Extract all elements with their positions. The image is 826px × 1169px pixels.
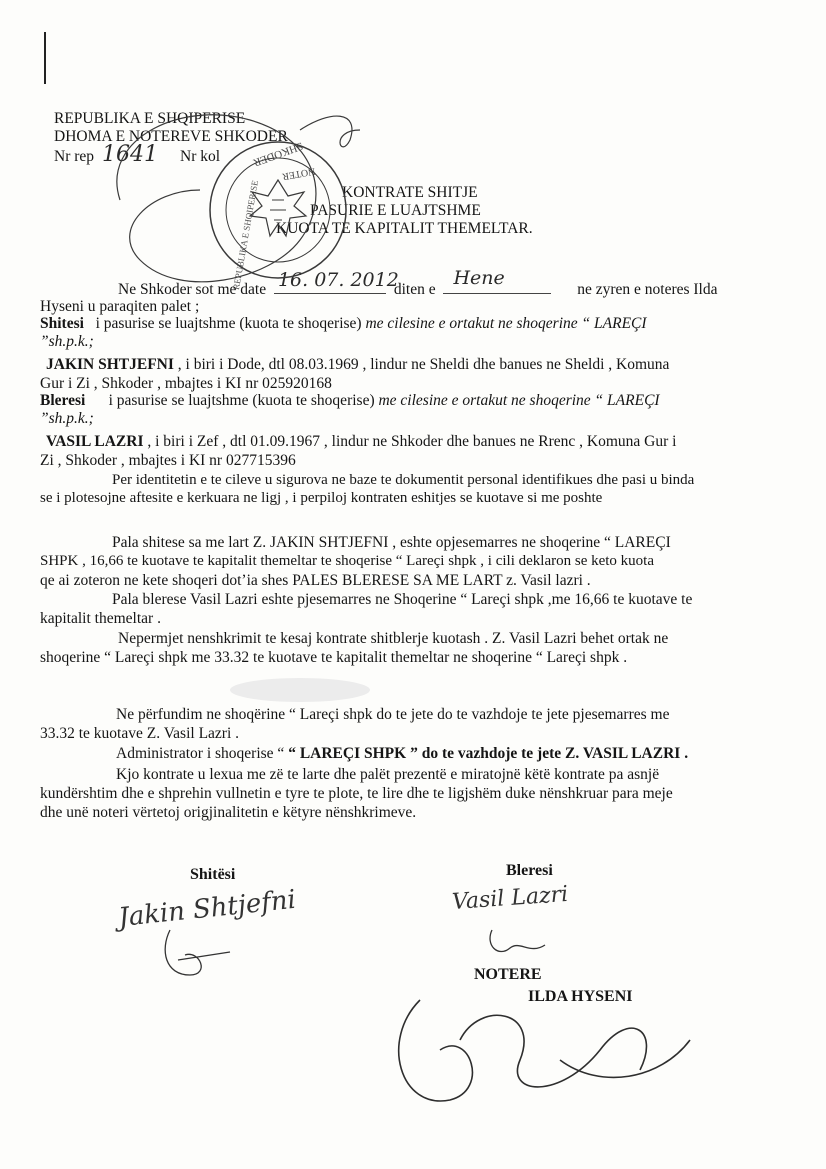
header-nr-rep-value: 1641 — [102, 142, 158, 167]
seller-signature-flourish — [165, 930, 230, 975]
intro-line-1 — [118, 267, 718, 299]
buyer-role-desc-cont: ”sh.p.k.; — [40, 410, 94, 427]
intro-part-1: Ne Shkoder sot me date — [118, 281, 267, 298]
title-line-3: KUOTA TE KAPITALIT THEMELTAR. — [276, 220, 533, 237]
body-p6-line-3: dhe unë noteri vërtetoj origjinalitetin e këtyre nënshkrimeve. — [40, 804, 417, 821]
stamp-top-text: SHKODER — [251, 139, 305, 169]
notary-signature-scribble — [399, 1000, 690, 1101]
body-p5-line — [116, 745, 688, 763]
intro-date-value: 16. 07. 2012 — [277, 269, 399, 291]
seller-role-desc-cont: ”sh.p.k.; — [40, 333, 94, 350]
identity-line-1: Per identitetin e te cileve u sigurova ne baze te dokumentit personal identifikues dhe pasi u binda — [112, 472, 695, 488]
body-p6-line-1: Kjo kontrate u lexua me zë te larte dhe palët prezentë e miratojnë këtë kontrate pa asnjë — [116, 766, 660, 783]
body-p2-line-1: Pala blerese Vasil Lazri eshte pjesemarres ne Shoqerine “ Lareçi shpk ,me 16,66 te kuotave te — [112, 591, 693, 608]
header-nr-kol-label: Nr kol — [180, 148, 221, 165]
stamp-inner-text: NOTER — [281, 165, 317, 182]
buyer-role-desc: i pasurise se luajtshme (kuota te shoqerise) — [108, 392, 375, 409]
body-p1-line-2: SHPK , 16,66 te kuotave te kapitalit themeltar te shoqerise “ Lareçi shpk , i cili deklaron se keto kuota — [40, 553, 654, 569]
administrator-statement: “ LAREÇI SHPK ” do te vazhdoje te jete Z. VASIL LAZRI . — [288, 745, 689, 762]
intro-part-3: ne zyren e noteres Ilda — [577, 281, 718, 298]
body-p2-line-2: kapitalit themeltar . — [40, 610, 161, 627]
seller-role-desc: i pasurise se luajtshme (kuota te shoqerise) — [95, 315, 362, 332]
body-p1-line-3: qe ai zoteron ne kete shoqeri dot’ia shes PALES BLERESE SA ME LART z. Vasil lazri . — [40, 572, 591, 589]
seller-details: , i biri i Dode, dtl 08.03.1969 , lindur ne Sheldi dhe banues ne Sheldi , Komuna — [177, 356, 670, 373]
buyer-details: , i biri i Zef , dtl 01.09.1967 , lindur ne Shkoder dhe banues ne Rrenc , Komuna Gur i — [147, 433, 677, 450]
seller-identity-line-2: Gur i Zi , Shkoder , mbajtes i KI nr 025920168 — [40, 375, 332, 392]
header-chamber: DHOMA E NOTEREVE SHKODER — [54, 128, 288, 145]
stamp-left-text: REPUBLIKA E SHQIPERISE — [230, 179, 261, 291]
seller-role-desc-italic: me cilesine e ortakut ne shoqerine “ LAREÇI — [365, 315, 647, 332]
seller-identity-line-1 — [46, 356, 669, 374]
body-p4-line-1: Ne përfundim ne shoqërine “ Lareçi shpk do te jete do te vazhdoje te jete pjesemarres me — [116, 706, 670, 723]
notary-label: NOTERE — [474, 966, 542, 983]
body-p1-line-1: Pala shitese sa me lart Z. JAKIN SHTJEFNI , eshte opjesemarres ne shoqerine “ LAREÇI — [112, 534, 671, 551]
title-line-1: KONTRATE SHITJE — [342, 184, 478, 201]
buyer-identity-line-1 — [46, 433, 676, 451]
seller-name: JAKIN SHTJEFNI — [46, 356, 174, 373]
margin-mark — [44, 32, 46, 84]
title-line-2: PASURIE E LUAJTSHME — [310, 202, 481, 219]
buyer-role: Bleresi — [40, 392, 86, 409]
buyer-identity-line-2: Zi , Shkoder , mbajtes i KI nr 027715396 — [40, 452, 296, 469]
administrator-prefix: Administrator i shoqerise “ — [116, 745, 285, 762]
header-nr-rep-label: Nr rep — [54, 148, 95, 165]
header-republic: REPUBLIKA E SHQIPERISE — [54, 110, 246, 127]
body-p3-line-2: shoqerine “ Lareçi shpk me 33.32 te kuotave te kapitalit themeltar ne shoqerine “ Lareçi shpk . — [40, 649, 628, 666]
intro-day-field — [443, 267, 551, 294]
seller-handwritten-signature: Jakin Shtjefni — [116, 884, 298, 934]
identity-line-2: se i plotesojne aftesite e kerkuara ne ligj , i perpiloj kontraten eshitjes se kuotave si me poshte — [40, 490, 603, 506]
buyer-name: VASIL LAZRI — [46, 433, 144, 450]
body-p3-line-1: Nepermjet nenshkrimit te kesaj kontrate shitblerje kuotash . Z. Vasil Lazri behet ortak ne — [118, 630, 669, 647]
seller-role-line — [40, 315, 806, 333]
buyer-signature-flourish — [490, 930, 545, 952]
intro-part-2: diten e — [393, 281, 436, 298]
buyer-signature-label: Bleresi — [506, 862, 553, 879]
buyer-role-line — [40, 392, 806, 410]
seller-role: Shitesi — [40, 315, 84, 332]
body-p6-line-2: kundërshtim dhe e shprehin vullnetin e tyre te plote, te lire dhe te ligjshëm duke nënshkruar para meje — [40, 785, 673, 802]
intro-day-value: Hene — [453, 267, 505, 289]
buyer-role-desc-italic: me cilesine e ortakut ne shoqerine “ LAREÇI — [378, 392, 660, 409]
buyer-handwritten-signature: Vasil Lazri — [451, 881, 569, 916]
faint-artifact — [230, 678, 370, 702]
intro-line-2: Hyseni u paraqiten palet ; — [40, 298, 200, 315]
notary-name: ILDA HYSENI — [528, 988, 633, 1005]
body-p4-line-2: 33.32 te kuotave Z. Vasil Lazri . — [40, 725, 240, 742]
seller-signature-label: Shitësi — [190, 866, 236, 883]
intro-date-field — [274, 269, 399, 294]
